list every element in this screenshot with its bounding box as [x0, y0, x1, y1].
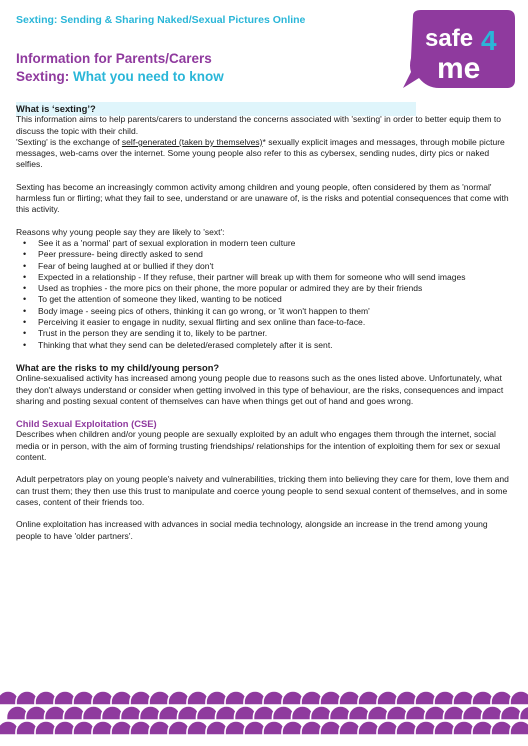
- cse-paragraph-2: Adult perpetrators play on young people's naivety and vulnerabilities, tricking them into believing they care for them, love them and can trust them; they then use this trust to manipulate and coerce young people to send sexual content of themselves, and in some cases, content of their friends too.: [16, 474, 509, 507]
- list-item: • See it as a 'normal' part of sexual exploration in modern teen culture: [16, 238, 512, 249]
- definition-text-end: * sexually explicit images and messages, through mobile picture messages, web-cams over the internet. Some young people also refer to this as cybersex, sending nudes, dirty pics or naked selfies.: [16, 136, 505, 170]
- list-item: • Thinking that what they send can be deleted/erased completely after it is sent.: [16, 340, 512, 351]
- definition-text-start: 'Sexting' is the exchange of: [16, 136, 122, 147]
- safe4me-logo: [399, 8, 517, 90]
- list-item: • Perceiving it easier to engage in nudity, sexual flirting and sex online than face-to-face.: [16, 317, 512, 328]
- scallop-shape: [510, 691, 528, 705]
- document-top-title: Sexting: Sending & Sharing Naked/Sexual Pictures Online: [16, 14, 306, 26]
- definition-paragraph: [16, 137, 512, 171]
- cse-paragraph-3: Online exploitation has increased with advances in social media technology, alongside an increase in the trend among young people to have 'older partners'.: [16, 519, 488, 541]
- reasons-intro: Reasons why young people say they are likely to 'sext':: [16, 226, 225, 237]
- decorative-scallop-border: [0, 688, 528, 742]
- logo-text-top: safe: [425, 25, 474, 52]
- section-risks-title: What are the risks to my child/young person?: [16, 361, 220, 373]
- list-item: • To get the attention of someone they liked, wanting to be noticed: [16, 294, 512, 305]
- logo-text-bottom: me: [437, 52, 481, 85]
- cse-paragraph-1: Describes when children and/or young people are sexually exploited by an adult who engages them through the internet, social media or in person, with the aim of forming trusting friendships/ relationships for the intention of exploiting them for sex or sexual content.: [16, 429, 501, 463]
- list-item: • Fear of being laughed at or bullied if they don't: [16, 261, 512, 272]
- heading-sexting-suffix: What you need to know: [73, 69, 224, 84]
- heading-sexting-prefix: Sexting:: [16, 69, 74, 84]
- scallop-shape: [520, 706, 528, 720]
- common-activity-paragraph: Sexting has become an increasingly common activity among children and young people, often considered by them as 'normal' harmless fun or flirting; what they fail to see, understand or are unaware of, is the risks and potential consequences that come with this activity.: [16, 181, 509, 215]
- list-item: • Peer pressure- being directly asked to send: [16, 249, 512, 260]
- document-body: [16, 103, 512, 542]
- intro-paragraph: This information aims to help parents/carers to understand the concerns associated with 'sexting' in order to better equip them to discuss the topic with their child.: [16, 114, 501, 136]
- risks-paragraph: Online-sexualised activity has increased among young people due to reasons such as the ones listed above. Unfortunately, what they don't always understand or consider when getting involved in this type of behaviour, are the risks, consequences and impact sharing and posting sexual content of themselves can have when things get out of hand and goes wrong.: [16, 373, 504, 406]
- heading-sexting: [16, 68, 224, 85]
- heading-parents-carers: Information for Parents/Carers: [16, 51, 212, 66]
- list-item: • Body image - seeing pics of others, thinking it can go wrong, or 'it won't happen to them': [16, 306, 512, 317]
- list-item: • Used as trophies - the more pics on their phone, the more popular or admired they are by their friends: [16, 283, 512, 294]
- section-cse-title: Child Sexual Exploitation (CSE): [16, 418, 157, 430]
- scallop-shape: [510, 721, 528, 735]
- list-item: • Trust in the person they are sending it to, likely to be partner.: [16, 328, 512, 339]
- reasons-list: [16, 238, 512, 351]
- definition-underlined: self-generated (taken by themselves): [121, 136, 263, 147]
- logo-digit: 4: [481, 25, 497, 56]
- list-item: • Expected in a relationship - If they refuse, their partner will break up with them for someone who will send images: [16, 272, 512, 283]
- section-what-is-sexting-title: What is ‘sexting’?: [16, 103, 96, 114]
